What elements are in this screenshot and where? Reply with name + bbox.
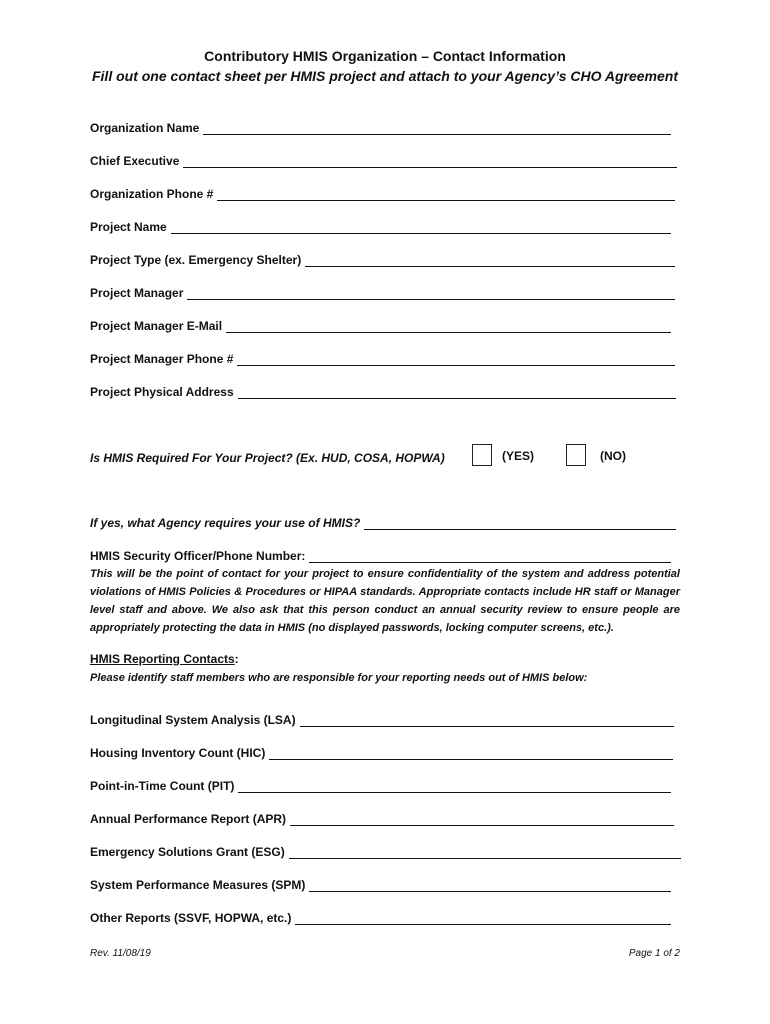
esg-field xyxy=(90,841,681,859)
chief-executive-field xyxy=(90,150,677,168)
form-subtitle: Fill out one contact sheet per HMIS project and attach to your Agency’s CHO Agreement xyxy=(91,68,679,84)
esg-label: Emergency Solutions Grant (ESG) xyxy=(90,845,285,859)
project-manager-phone-input[interactable] xyxy=(237,352,675,366)
security-officer-note: This will be the point of contact for your project to ensure confidentiality of the system and address potential violations of HMIS Policies & Procedures or HIPAA standards. Appropriate contacts include HR staff or Manager level staff and above. We also ask that this person conduct an annual security review to ensure people are appropriately protecting the data in HMIS (no displayed passwords, locking computer screens, etc.). xyxy=(90,568,680,634)
organization-name-field xyxy=(90,117,671,135)
project-address-field xyxy=(90,381,676,399)
pit-input[interactable] xyxy=(238,779,671,793)
hmis-required-no-label: (NO) xyxy=(600,449,626,463)
other-reports-input[interactable] xyxy=(295,911,671,925)
security-officer-label: HMIS Security Officer/Phone Number: xyxy=(90,549,306,563)
reporting-contacts-note: Please identify staff members who are responsible for your reporting needs out of HMIS below: xyxy=(90,672,588,684)
page-number: Page 1 of 2 xyxy=(628,948,680,959)
lsa-label: Longitudinal System Analysis (LSA) xyxy=(90,713,296,727)
project-manager-input[interactable] xyxy=(187,286,675,300)
project-name-input[interactable] xyxy=(171,220,671,234)
chief-executive-input[interactable] xyxy=(183,154,677,168)
project-manager-phone-label: Project Manager Phone # xyxy=(90,352,234,366)
apr-input[interactable] xyxy=(290,812,674,826)
pit-field xyxy=(90,775,671,793)
agency-requires-field xyxy=(90,512,676,530)
project-address-input[interactable] xyxy=(238,385,676,399)
project-type-label: Project Type (ex. Emergency Shelter) xyxy=(90,253,302,267)
hmis-required-no-checkbox[interactable] xyxy=(566,444,586,466)
spm-label: System Performance Measures (SPM) xyxy=(90,878,306,892)
esg-input[interactable] xyxy=(289,845,681,859)
spm-field xyxy=(90,874,671,892)
form-title: Contributory HMIS Organization – Contact Information xyxy=(204,48,566,64)
project-type-field xyxy=(90,249,675,267)
hmis-required-yes-label: (YES) xyxy=(502,449,535,463)
spm-input[interactable] xyxy=(309,878,671,892)
apr-label: Annual Performance Report (APR) xyxy=(90,812,287,826)
pit-label: Point-in-Time Count (PIT) xyxy=(90,779,235,793)
hmis-required-yes-checkbox[interactable] xyxy=(472,444,492,466)
hic-input[interactable] xyxy=(269,746,673,760)
hic-label: Housing Inventory Count (HIC) xyxy=(90,746,266,760)
lsa-input[interactable] xyxy=(300,713,674,727)
other-reports-field xyxy=(90,907,671,925)
project-manager-phone-field xyxy=(90,348,675,366)
organization-name-label: Organization Name xyxy=(90,121,200,135)
project-address-label: Project Physical Address xyxy=(90,385,234,399)
organization-phone-field xyxy=(90,183,675,201)
agency-requires-label: If yes, what Agency requires your use of HMIS? xyxy=(90,516,361,530)
reporting-contacts-colon: : xyxy=(234,652,239,666)
organization-phone-input[interactable] xyxy=(217,187,675,201)
apr-field xyxy=(90,808,674,826)
project-manager-email-input[interactable] xyxy=(226,319,671,333)
other-reports-label: Other Reports (SSVF, HOPWA, etc.) xyxy=(90,911,292,925)
agency-requires-input[interactable] xyxy=(364,516,676,530)
project-manager-label: Project Manager xyxy=(90,286,184,300)
hic-field xyxy=(90,742,673,760)
reporting-contacts-title-text: HMIS Reporting Contacts xyxy=(90,652,235,666)
project-manager-email-label: Project Manager E-Mail xyxy=(90,319,223,333)
security-officer-input[interactable] xyxy=(309,549,671,563)
chief-executive-label: Chief Executive xyxy=(90,154,180,168)
project-name-label: Project Name xyxy=(90,220,167,234)
project-manager-field xyxy=(90,282,675,300)
project-type-input[interactable] xyxy=(305,253,675,267)
project-name-field xyxy=(90,216,671,234)
project-manager-email-field xyxy=(90,315,671,333)
organization-name-input[interactable] xyxy=(203,121,671,135)
hmis-required-question: Is HMIS Required For Your Project? (Ex. HUD, COSA, HOPWA) xyxy=(90,451,445,465)
reporting-contacts-title xyxy=(90,652,239,666)
security-officer-field xyxy=(90,545,671,563)
organization-phone-label: Organization Phone # xyxy=(90,187,214,201)
lsa-field xyxy=(90,709,674,727)
revision-date: Rev. 11/08/19 xyxy=(90,948,151,959)
